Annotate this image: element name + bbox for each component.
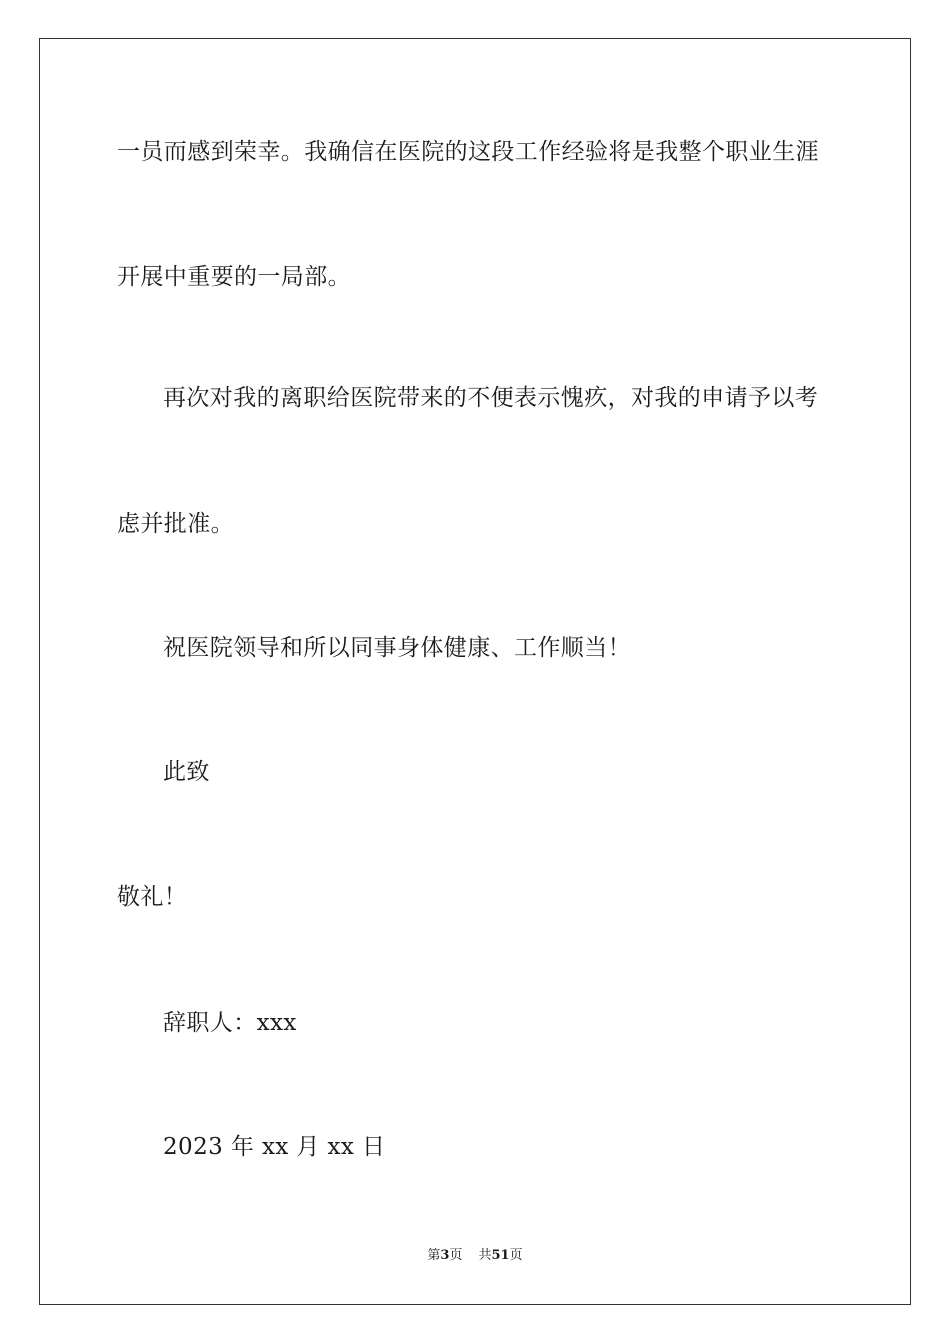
body-line-3: 再次对我的离职给医院带来的不便表示愧疚，对我的申请予以考 <box>163 385 819 411</box>
footer-page-suffix: 页 <box>449 1248 463 1263</box>
page-footer <box>0 1247 950 1265</box>
footer-total-suffix: 页 <box>509 1248 523 1263</box>
page-border <box>39 38 911 1305</box>
date-line: 2023 年 xx 月 xx 日 <box>163 1134 386 1160</box>
body-line-2: 开展中重要的一局部。 <box>117 264 351 290</box>
closing-salutation: 此致 <box>163 759 210 785</box>
footer-total-prefix: 共 <box>478 1248 492 1263</box>
signatory-line: 辞职人：xxx <box>163 1010 297 1036</box>
footer-total-pages: 51 <box>491 1248 510 1263</box>
body-line-1: 一员而感到荣幸。我确信在医院的这段工作经验将是我整个职业生涯 <box>117 139 819 165</box>
closing-regards: 敬礼！ <box>117 884 188 910</box>
footer-page-prefix: 第 <box>427 1248 441 1263</box>
body-line-5: 祝医院领导和所以同事身体健康、工作顺当！ <box>163 635 631 661</box>
footer-page-number: 3 <box>440 1248 450 1263</box>
body-line-4: 虑并批准。 <box>117 511 234 537</box>
